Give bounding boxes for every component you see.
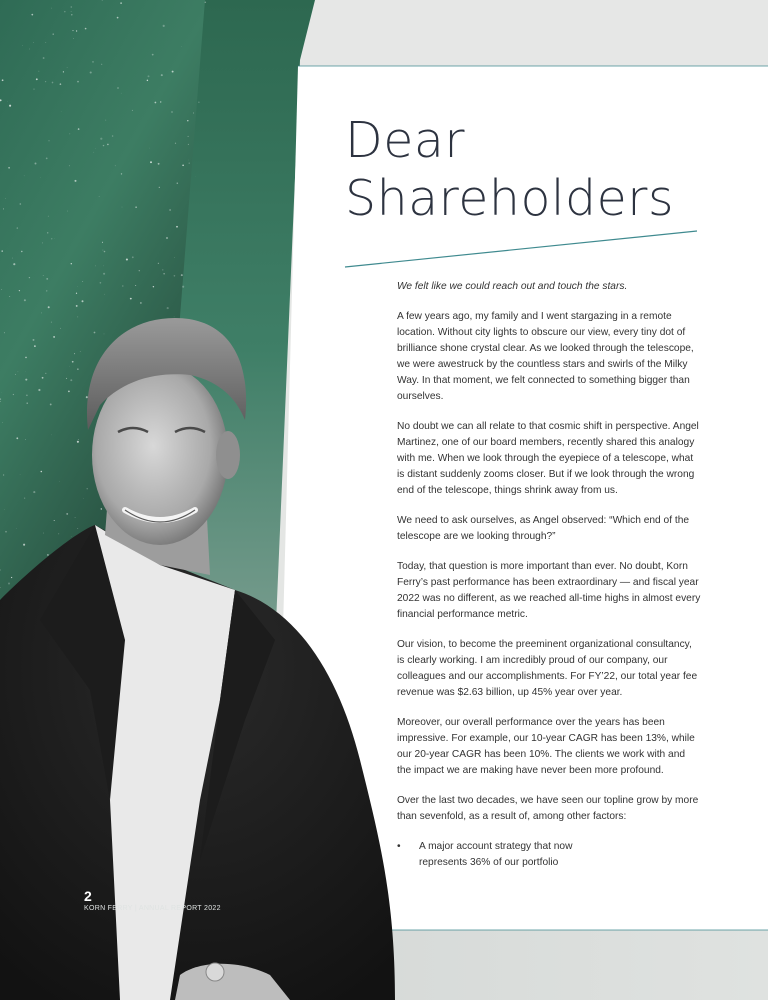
star bbox=[29, 49, 30, 50]
star bbox=[74, 353, 75, 354]
star bbox=[69, 165, 70, 166]
star bbox=[48, 140, 49, 141]
star bbox=[205, 1, 207, 3]
star bbox=[73, 38, 74, 39]
star bbox=[101, 508, 102, 509]
star bbox=[76, 305, 78, 307]
star bbox=[66, 513, 68, 515]
star bbox=[33, 491, 35, 493]
star bbox=[38, 389, 40, 391]
star bbox=[104, 251, 106, 253]
star bbox=[64, 11, 66, 13]
star bbox=[13, 263, 15, 265]
list-item-text: A major account strategy that now represents 36% of our portfolio bbox=[419, 841, 573, 868]
star bbox=[155, 102, 157, 104]
star bbox=[60, 83, 62, 85]
star bbox=[174, 317, 175, 318]
star bbox=[193, 113, 194, 114]
star bbox=[82, 300, 84, 302]
star bbox=[47, 554, 49, 556]
star bbox=[71, 263, 72, 264]
star bbox=[100, 138, 102, 140]
star bbox=[100, 282, 102, 284]
star bbox=[67, 211, 68, 212]
star bbox=[0, 401, 1, 402]
star bbox=[68, 391, 70, 393]
star bbox=[72, 30, 73, 31]
letter-paragraph-5: Our vision, to become the preeminent organizational consultancy, is clearly working. I am incredibly proud of our company, our colleagues and our accomplishments. For FY’22, our total year fee revenue was $2.63 billion, up 45% year over year. bbox=[397, 639, 698, 698]
star bbox=[158, 163, 160, 165]
star bbox=[149, 148, 150, 149]
star bbox=[104, 294, 105, 295]
star bbox=[34, 345, 36, 347]
star bbox=[16, 528, 17, 529]
star bbox=[147, 80, 148, 81]
star bbox=[15, 374, 16, 375]
letter-paragraph-7: Over the last two decades, we have seen our topline grow by more than sevenfold, as a result of, among other factors: bbox=[397, 795, 699, 822]
star bbox=[77, 81, 79, 83]
star bbox=[174, 275, 176, 277]
star bbox=[38, 71, 39, 72]
star bbox=[29, 277, 30, 278]
star bbox=[135, 285, 136, 286]
star bbox=[27, 403, 28, 404]
star bbox=[150, 161, 152, 163]
star bbox=[139, 270, 140, 271]
bullet-list bbox=[397, 839, 702, 871]
star bbox=[3, 208, 4, 209]
star bbox=[182, 165, 184, 167]
star bbox=[117, 87, 118, 88]
star bbox=[12, 258, 13, 259]
star bbox=[72, 361, 74, 363]
star bbox=[16, 437, 18, 439]
star bbox=[9, 105, 11, 107]
star bbox=[153, 286, 154, 287]
star bbox=[26, 394, 28, 396]
star bbox=[71, 536, 72, 537]
star bbox=[53, 336, 55, 338]
bullet-marker: • bbox=[397, 841, 401, 852]
star bbox=[122, 207, 123, 208]
star bbox=[41, 471, 43, 473]
star bbox=[86, 396, 88, 398]
publication-footer: KORN FERRY | ANNUAL REPORT 2022 bbox=[84, 905, 221, 912]
star bbox=[148, 75, 150, 77]
star bbox=[121, 173, 122, 174]
star bbox=[181, 274, 183, 276]
star bbox=[177, 183, 178, 184]
star bbox=[107, 144, 109, 146]
letter-lead: We felt like we could reach out and touch the stars. bbox=[397, 281, 628, 292]
star bbox=[11, 577, 12, 578]
star bbox=[25, 379, 27, 381]
star bbox=[43, 57, 45, 59]
star bbox=[175, 143, 176, 144]
star bbox=[99, 196, 100, 197]
star bbox=[76, 293, 77, 294]
star bbox=[160, 101, 161, 102]
star bbox=[71, 11, 72, 12]
star bbox=[52, 82, 54, 84]
star bbox=[80, 351, 81, 352]
star bbox=[104, 334, 105, 335]
star bbox=[18, 372, 19, 373]
star bbox=[22, 45, 23, 46]
star bbox=[95, 149, 96, 150]
star bbox=[48, 216, 49, 217]
star bbox=[9, 296, 10, 297]
star bbox=[172, 71, 174, 73]
star bbox=[122, 285, 123, 286]
star bbox=[69, 366, 70, 367]
star bbox=[158, 263, 159, 264]
star bbox=[33, 42, 34, 43]
star bbox=[87, 488, 88, 489]
star bbox=[94, 332, 96, 334]
letter-paragraph-4: Today, that question is more important than ever. No doubt, Korn Ferry’s past performance has been extraordinary — and fiscal year 2022 was no different, as we reached all-time highs in almost every financial performance metric. bbox=[397, 561, 701, 620]
star bbox=[112, 135, 114, 137]
star bbox=[17, 227, 18, 228]
star bbox=[54, 520, 55, 521]
star bbox=[102, 242, 103, 243]
star bbox=[63, 71, 64, 72]
star bbox=[135, 207, 136, 208]
star bbox=[1, 289, 2, 290]
star bbox=[42, 377, 44, 379]
star bbox=[105, 120, 106, 121]
star bbox=[58, 533, 59, 534]
star bbox=[78, 128, 80, 130]
star bbox=[78, 439, 79, 440]
star bbox=[126, 258, 128, 260]
star bbox=[5, 198, 6, 199]
star bbox=[33, 339, 35, 341]
star bbox=[163, 273, 164, 274]
star bbox=[45, 42, 46, 43]
star bbox=[103, 145, 104, 146]
star bbox=[102, 250, 103, 251]
star bbox=[152, 54, 154, 56]
star bbox=[31, 14, 33, 16]
star bbox=[24, 175, 25, 176]
star bbox=[2, 422, 3, 423]
star bbox=[77, 368, 78, 369]
star bbox=[23, 544, 25, 546]
star bbox=[169, 209, 171, 211]
star bbox=[140, 302, 141, 303]
star bbox=[82, 281, 83, 282]
letter-paragraph-2: No doubt we can all relate to that cosmic shift in perspective. Angel Martinez, one of our board members, recently shared this analogy with me. When we look through the eyepiece of a telescope, what is distant suddenly zooms closer. But if we look through the wrong end of the telescope, things shrink away from us. bbox=[397, 421, 699, 496]
star bbox=[45, 373, 46, 374]
star bbox=[70, 379, 72, 381]
star bbox=[71, 14, 72, 15]
star bbox=[198, 102, 199, 103]
star bbox=[36, 78, 38, 80]
star bbox=[4, 332, 5, 333]
star bbox=[41, 313, 42, 314]
star bbox=[74, 180, 76, 182]
star bbox=[46, 158, 48, 160]
star bbox=[1, 250, 2, 251]
letter-paragraph-6: Moreover, our overall performance over the years has been impressive. For example, our 10-year CAGR has been 13%, while our 20-year CAGR has been 10%. The clients we work with and the impact we are making have never been more profound. bbox=[397, 717, 695, 776]
star bbox=[90, 71, 92, 73]
star bbox=[24, 299, 26, 301]
title-line-1: Dear bbox=[345, 112, 466, 169]
star bbox=[67, 67, 68, 68]
star bbox=[166, 237, 168, 239]
star bbox=[182, 46, 183, 47]
list-item bbox=[397, 839, 589, 871]
star bbox=[19, 290, 20, 291]
star bbox=[34, 89, 35, 90]
star bbox=[95, 266, 96, 267]
star bbox=[188, 136, 189, 137]
star bbox=[69, 134, 70, 135]
star bbox=[159, 187, 160, 188]
star bbox=[51, 238, 52, 239]
star bbox=[60, 328, 61, 329]
star bbox=[51, 8, 52, 9]
star bbox=[162, 269, 163, 270]
star bbox=[35, 163, 37, 165]
title-line-2: Shareholders bbox=[345, 170, 674, 227]
star bbox=[77, 317, 78, 318]
letter-body bbox=[397, 279, 702, 871]
star bbox=[161, 74, 163, 76]
star bbox=[43, 275, 44, 276]
star bbox=[48, 306, 50, 308]
letter-paragraph-1: A few years ago, my family and I went stargazing in a remote location. Without city lights to obscure our view, every tiny dot of brilliance shone crystal clear. As we looked through the telescope, we were awestruck by the countless stars and swirls of the Milky Way. In that moment, we felt connected to something bigger than ourselves. bbox=[397, 311, 694, 402]
star bbox=[187, 120, 188, 121]
star bbox=[66, 378, 67, 379]
star bbox=[25, 357, 27, 359]
star bbox=[45, 81, 46, 82]
star bbox=[59, 481, 60, 482]
star bbox=[130, 298, 132, 300]
star bbox=[70, 6, 72, 8]
star bbox=[189, 163, 190, 164]
star bbox=[0, 587, 1, 588]
star bbox=[174, 257, 175, 258]
star bbox=[132, 256, 134, 258]
star bbox=[92, 61, 94, 63]
star bbox=[5, 531, 7, 533]
star bbox=[46, 290, 47, 291]
star bbox=[24, 498, 25, 499]
star bbox=[21, 251, 22, 252]
star bbox=[8, 167, 10, 169]
star bbox=[176, 226, 178, 228]
star bbox=[75, 517, 76, 518]
page-title bbox=[345, 112, 745, 228]
star bbox=[167, 307, 169, 309]
star bbox=[2, 79, 4, 81]
star bbox=[171, 111, 172, 112]
star bbox=[7, 101, 8, 102]
star bbox=[13, 394, 14, 395]
star bbox=[182, 286, 184, 288]
star bbox=[19, 203, 21, 205]
star bbox=[163, 25, 165, 27]
star bbox=[46, 278, 48, 280]
star bbox=[77, 441, 79, 443]
star bbox=[94, 152, 95, 153]
star bbox=[42, 242, 43, 243]
star bbox=[101, 64, 102, 65]
star bbox=[43, 533, 44, 534]
star bbox=[47, 232, 48, 233]
star bbox=[120, 2, 122, 4]
star bbox=[188, 144, 189, 145]
letter-paragraph-3: We need to ask ourselves, as Angel observed: “Which end of the telescope are we looking through?” bbox=[397, 515, 690, 542]
star bbox=[117, 17, 119, 19]
star bbox=[8, 583, 10, 585]
star bbox=[132, 110, 133, 111]
star bbox=[50, 403, 52, 405]
star bbox=[51, 322, 52, 323]
star bbox=[103, 273, 105, 275]
star bbox=[25, 439, 26, 440]
star bbox=[85, 28, 87, 30]
star bbox=[76, 30, 77, 31]
star bbox=[121, 93, 122, 94]
page-number: 2 bbox=[84, 888, 92, 904]
star bbox=[77, 528, 78, 529]
star bbox=[53, 33, 54, 34]
star bbox=[20, 474, 21, 475]
star bbox=[115, 165, 116, 166]
star bbox=[3, 474, 4, 475]
